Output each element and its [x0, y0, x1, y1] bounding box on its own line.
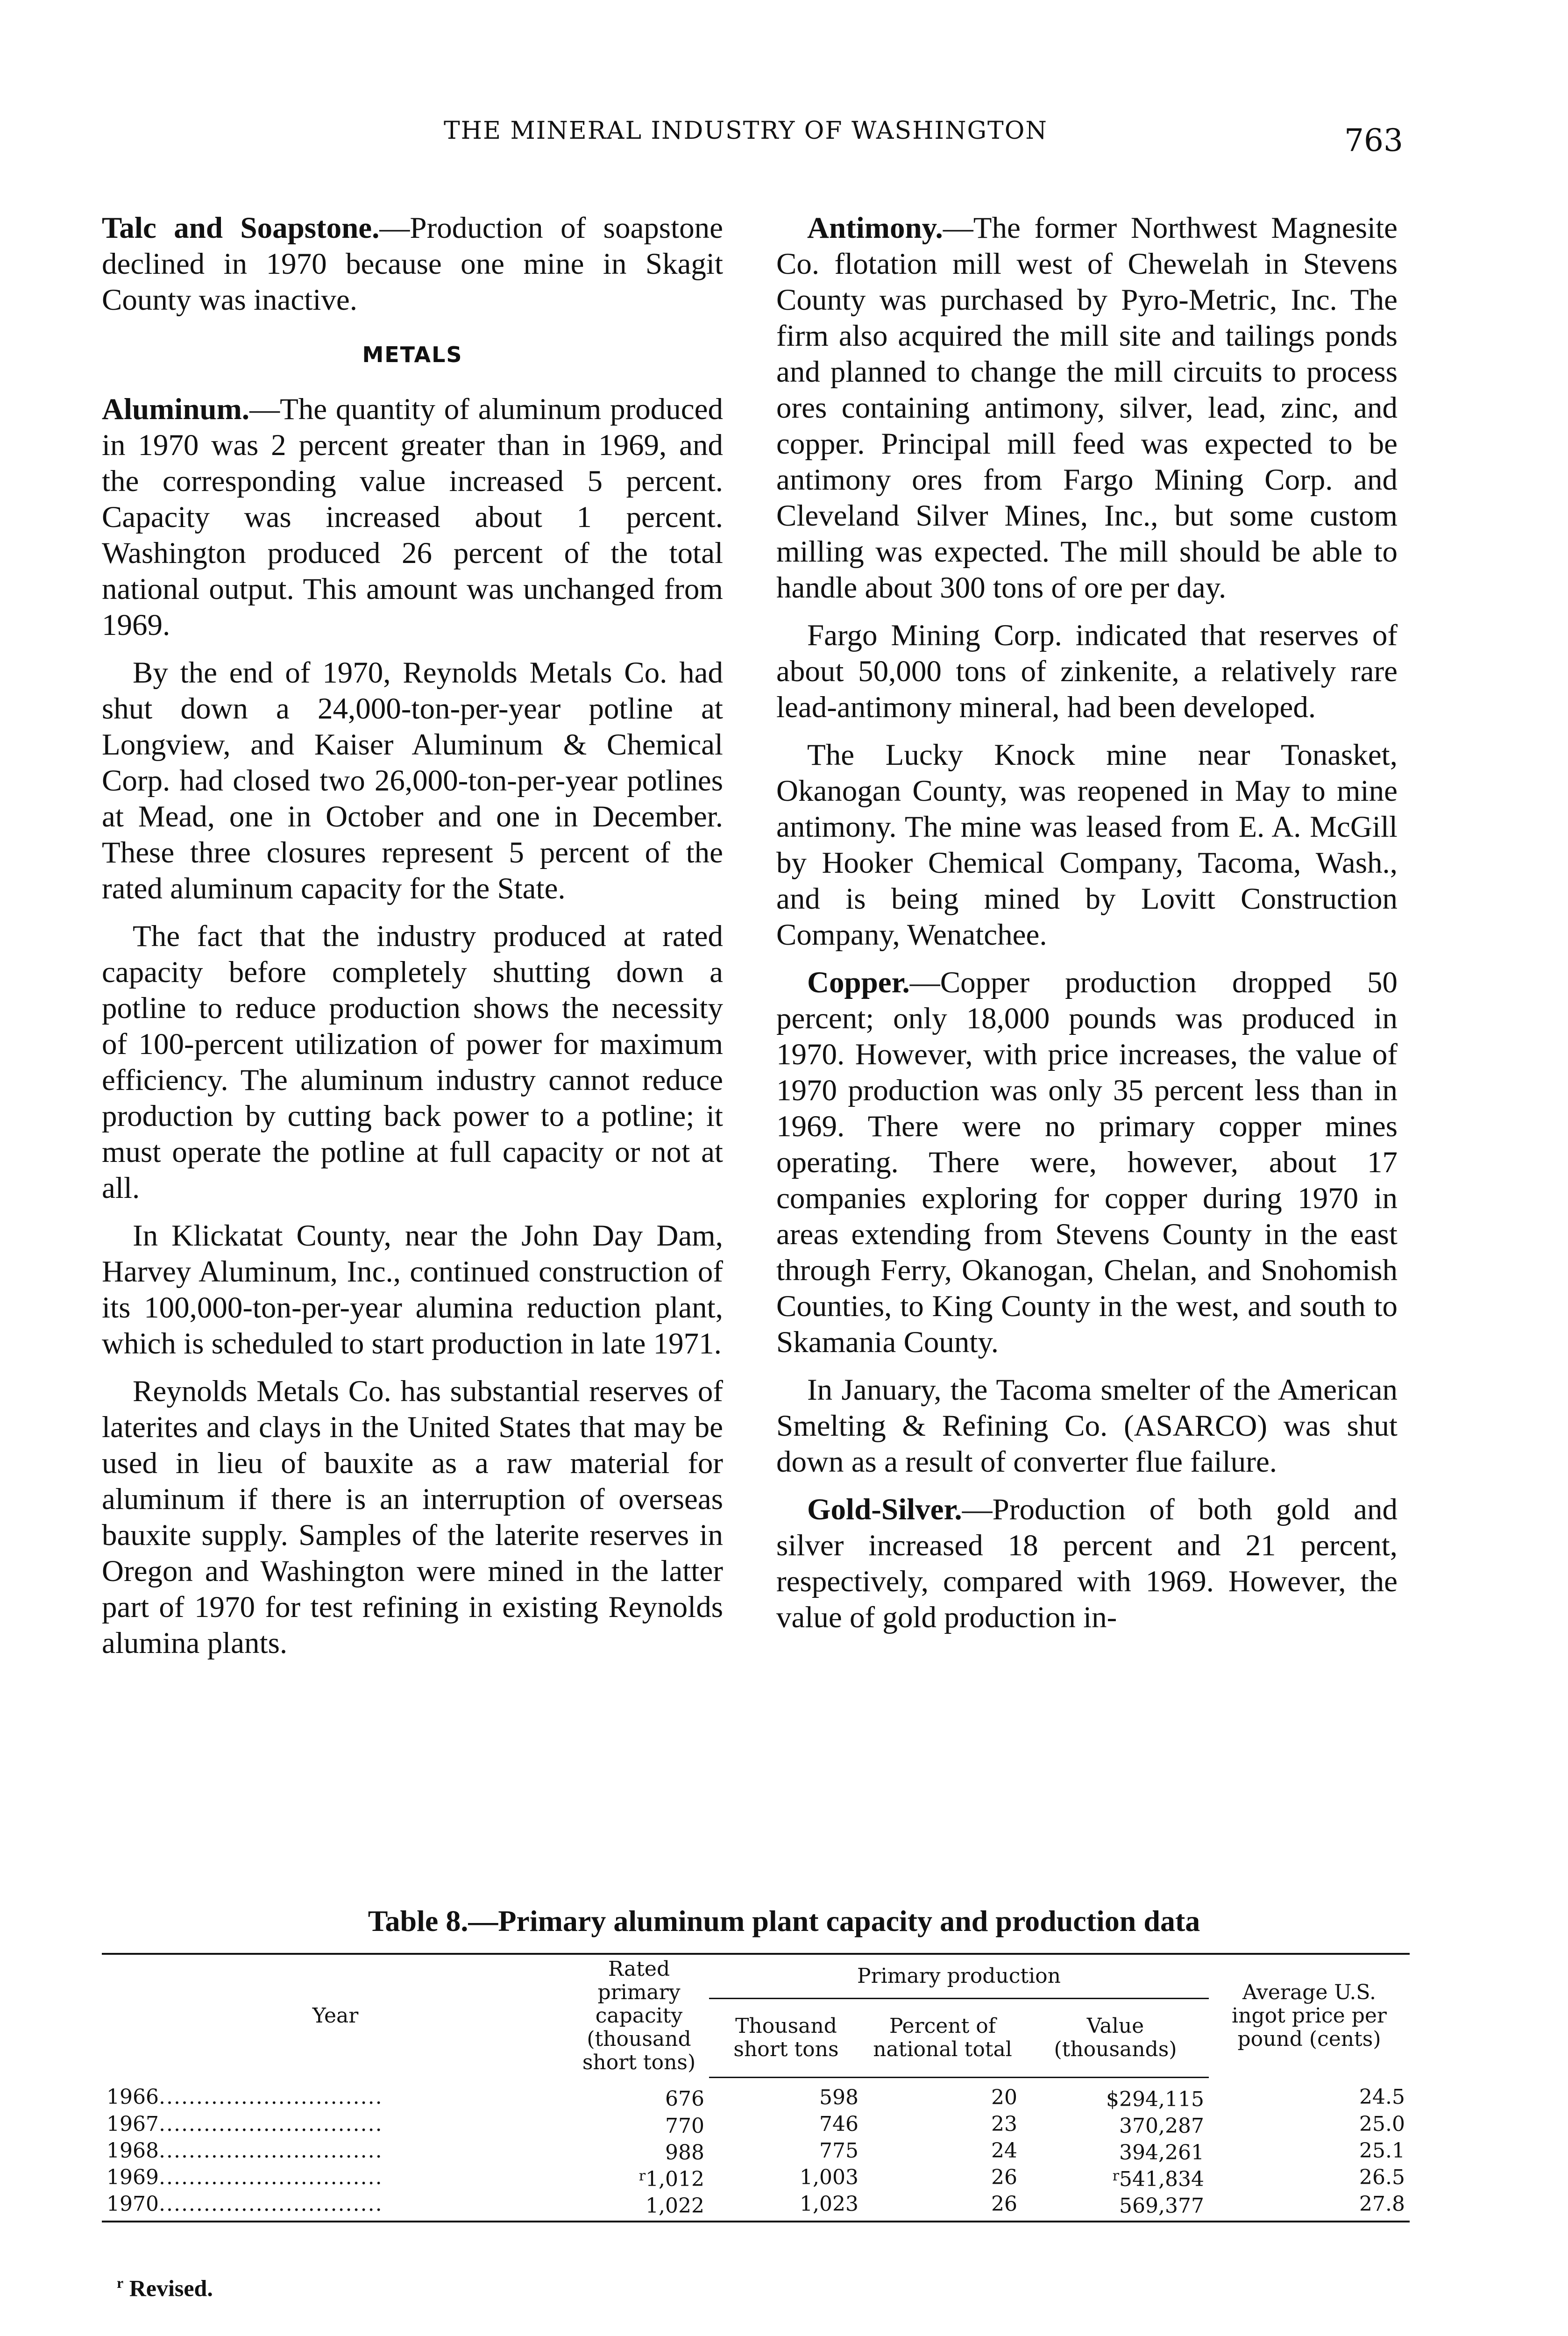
aluminum-capacity-table — [102, 1953, 1410, 2222]
paragraph-rated-capacity: The fact that the industry produced at rated capacity before completely shutting down a potline to reduce production shows the necessity of 100-percent utilization of power for maximum efficiency. The aluminum industry cannot reduce production by cutting back power to a potline; it must operate the potline at full capacity or not at all. — [102, 919, 723, 1205]
paragraph-talc — [102, 210, 723, 318]
aluminum-text: —The quantity of aluminum produced in 1970 was 2 percent greater than in 1969, and the corresponding value increased 5 percent. Capacity was increased about 1 percent. Washington produced 26 percent of the total national output. This amount was unchanged from 1969. — [102, 392, 723, 642]
cell-year: 1969.............................. — [106, 2165, 383, 2189]
cell-thousand-short-tons: 598 — [819, 2086, 858, 2109]
cell-value: 370,287 — [1119, 2114, 1204, 2138]
page-number: 763 — [1344, 122, 1403, 158]
paragraph-fargo: Fargo Mining Corp. indicated that reserves of about 50,000 tons of zinkenite, a relatively rare lead-antimony mineral, had been developed. — [776, 619, 1398, 724]
table-footnote — [117, 2274, 213, 2302]
cell-average-price: 24.5 — [1359, 2085, 1405, 2109]
table-body — [102, 2077, 1410, 2222]
table-row — [102, 2077, 1410, 2111]
paragraph-aluminum — [102, 392, 723, 643]
header-thousand-short-tons: Thousand short tons — [709, 1999, 863, 2077]
cell-year: 1966.............................. — [106, 2085, 383, 2109]
cell-year: 1967.............................. — [106, 2112, 383, 2136]
cell-value: $^r$541,834 — [1112, 2167, 1204, 2191]
table-title: Table 8.—Primary aluminum plant capacity and production data — [368, 1904, 1200, 1937]
gold-silver-text: —Production of both gold and silver increased 18 percent and 21 percent, respectively, compared with 1969. However, the value of gold production in- — [776, 1493, 1398, 1634]
cell-average-price: 26.5 — [1359, 2165, 1405, 2189]
cell-average-price: 27.8 — [1209, 2191, 1410, 2222]
footnote-mark: r — [117, 2274, 124, 2291]
table-row — [102, 2191, 1410, 2222]
cell-value: $294,115 — [1106, 2087, 1204, 2111]
talc-heading: Talc and Soapstone. — [102, 211, 380, 245]
paragraph-klickatat: In Klickatat County, near the John Day Dam, Harvey Aluminum, Inc., continued construction of its 100,000-ton-per-year alumina reduction plant, which is scheduled to start production in late 1971. — [102, 1219, 723, 1360]
header-value: Value (thousands) — [1022, 1999, 1209, 2077]
table-row — [102, 2165, 1410, 2191]
cell-year: 1970.............................. — [102, 2191, 569, 2222]
table-row — [102, 2138, 1410, 2165]
cell-rated-capacity: 1,022 — [569, 2191, 709, 2222]
cell-percent-national: 24 — [991, 2139, 1017, 2163]
copper-heading: Copper. — [807, 966, 910, 999]
cell-average-price: 25.0 — [1359, 2112, 1405, 2136]
cell-rated-capacity: 770 — [665, 2114, 704, 2138]
cell-percent-national: 23 — [991, 2112, 1017, 2136]
cell-value: 394,261 — [1119, 2140, 1204, 2165]
cell-year: 1968.............................. — [106, 2139, 383, 2163]
cell-percent-national: 20 — [991, 2086, 1017, 2109]
paragraph-reynolds-shutdown: By the end of 1970, Reynolds Metals Co. had shut down a 24,000-ton-per-year potline at Longview, and Kaiser Aluminum & Chemical Corp. had closed two 26,000-ton-per-year potlines at Mead, one in October and one in December. These three closures represent 5 percent of the rated aluminum capacity for the State. — [102, 656, 723, 905]
cell-thousand-short-tons: 746 — [819, 2112, 858, 2136]
paragraph-tacoma: In January, the Tacoma smelter of the American Smelting & Refining Co. (ASARCO) was shut down as a result of converter flue failure. — [776, 1373, 1398, 1479]
cell-rated-capacity: $^r$1,012 — [639, 2167, 704, 2191]
right-column — [776, 210, 1398, 1647]
cell-rated-capacity: 988 — [665, 2140, 704, 2165]
cell-percent-national: 26 — [863, 2191, 1022, 2222]
aluminum-heading: Aluminum. — [102, 392, 250, 426]
paragraph-copper — [776, 965, 1398, 1360]
paragraph-antimony — [776, 210, 1398, 606]
header-rated-capacity: Rated primary capacity (thousand short tons) — [569, 1954, 709, 2077]
header-average-price: Average U.S. ingot price per pound (cents) — [1209, 1954, 1410, 2077]
left-column — [102, 210, 723, 1673]
cell-percent-national: 26 — [991, 2165, 1017, 2189]
paragraph-lucky-knock: The Lucky Knock mine near Tonasket, Okanogan County, was reopened in May to mine antimony. The mine was leased from E. A. McGill by Hooker Chemical Company, Tacoma, Wash., and is being mined by Lovitt Construction Company, Wenatchee. — [776, 738, 1398, 952]
copper-text: —Copper production dropped 50 percent; only 18,000 pounds was produced in 1970. However, with price increases, the value of 1970 production was only 35 percent less than in 1969. There were no primary copper mines operating. There were, however, about 17 companies exploring for copper during 1970 in areas extending from Stevens County in the east through Ferry, Okanogan, Chelan, and Snohomish Counties, to King County in the west, and south to Skamania County. — [776, 966, 1398, 1359]
antimony-heading: Antimony. — [807, 211, 943, 245]
antimony-text: —The former Northwest Magnesite Co. flotation mill west of Chewelah in Stevens County was purchased by Pyro-Metric, Inc. The firm also acquired the mill site and tailings ponds and planned to change the mill circuits to process ores containing antimony, silver, lead, zinc, and copper. Principal mill feed was expected to be antimony ores from Fargo Mining Corp. and Cleveland Silver Mines, Inc., but some custom milling was expected. The mill should be able to handle about 300 tons of ore per day. — [776, 211, 1398, 605]
cell-value: 569,377 — [1022, 2191, 1209, 2222]
paragraph-gold-silver — [776, 1492, 1398, 1636]
footnote-text: Revised. — [129, 2275, 213, 2301]
running-title: THE MINERAL INDUSTRY OF WASHINGTON — [444, 117, 1048, 145]
header-year: Year — [102, 1954, 569, 2077]
table-row — [102, 2111, 1410, 2138]
cell-thousand-short-tons: 775 — [819, 2139, 858, 2163]
section-heading-metals: METALS — [362, 342, 463, 367]
cell-average-price: 25.1 — [1359, 2139, 1405, 2163]
header-percent-national: Percent of national total — [863, 1999, 1022, 2077]
paragraph-laterites: Reynolds Metals Co. has substantial reserves of laterites and clays in the United States that may be used in lieu of bauxite as a raw material for aluminum if there is an interruption of overseas bauxite supply. Samples of the laterite reserves in Oregon and Washington were mined in the latter part of 1970 for test refining in existing Reynolds alumina plants. — [102, 1375, 723, 1660]
gold-silver-heading: Gold-Silver. — [807, 1493, 962, 1526]
cell-thousand-short-tons: 1,003 — [800, 2165, 858, 2189]
header-primary-production: Primary production — [709, 1954, 1209, 1999]
cell-thousand-short-tons: 1,023 — [709, 2191, 863, 2222]
cell-rated-capacity: 676 — [665, 2087, 704, 2111]
talc-text: —Production of soapstone declined in 1970 because one mine in Skagit County was inactive. — [102, 211, 724, 317]
